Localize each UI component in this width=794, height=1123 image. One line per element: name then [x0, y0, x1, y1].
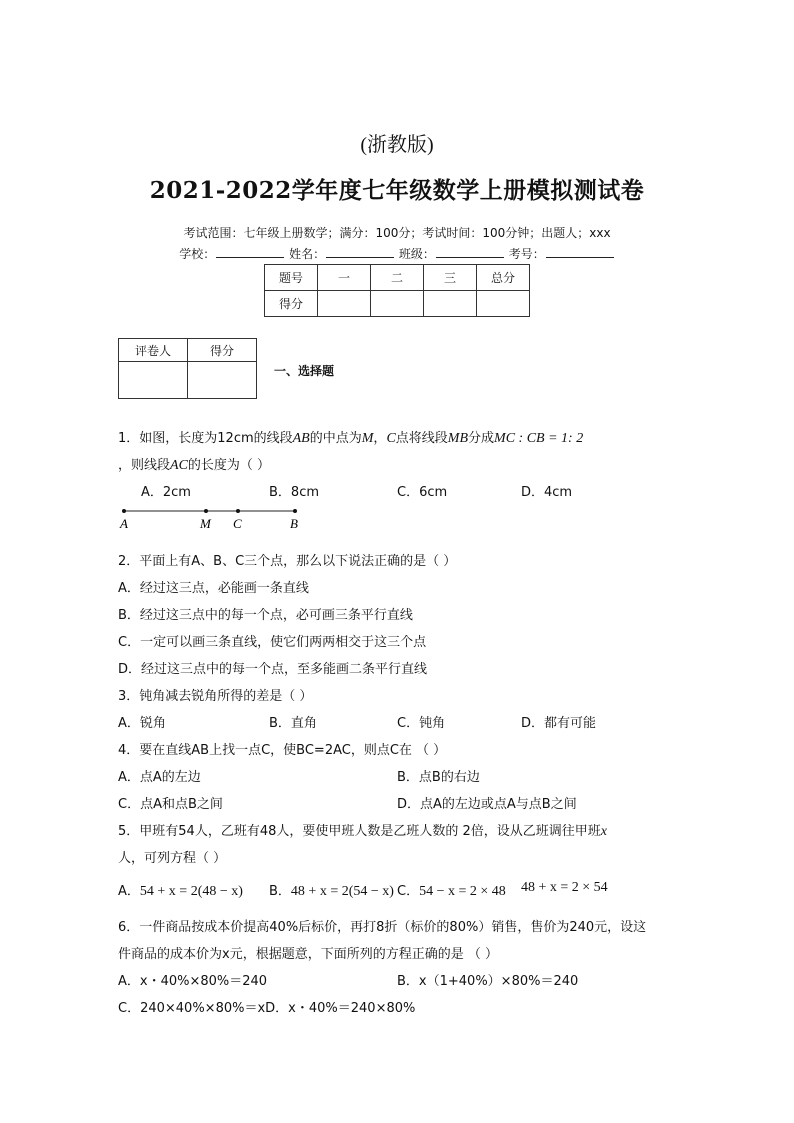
question-4-stem: 4．要在直线AB上找一点C，使BC=2AC，则点C在 （ ）: [118, 743, 447, 758]
q1-text: 1．如图，长度为12cm的线段: [118, 431, 293, 446]
point-c-label: C: [233, 516, 242, 531]
q5-option-d[interactable]: [521, 880, 608, 896]
q1-text: ，: [373, 431, 387, 446]
question-2-stem: 2．平面上有A、B、C三个点，那么以下说法正确的是（ ）: [118, 554, 457, 569]
q6-options-c-d[interactable]: C．240×40%×80%＝xD．x・40%＝240×80%: [118, 1001, 416, 1016]
q1-option-d[interactable]: D．4cm: [521, 485, 573, 500]
question-5-line-1: [118, 820, 607, 840]
q1-text: 分成: [468, 431, 495, 446]
section-heading: 一、选择题: [274, 364, 335, 378]
score-table: [264, 264, 530, 317]
q1-math: C: [386, 431, 396, 446]
question-3-stem: 3．钝角减去锐角所得的差是（ ）: [118, 689, 313, 704]
question-5-line-2: 人，可列方程（ ）: [118, 851, 227, 866]
q1-text: 的中点为: [309, 431, 362, 446]
q1-option-a[interactable]: A．2cm: [141, 485, 191, 500]
q5-option-c[interactable]: [397, 880, 506, 900]
q4-option-d[interactable]: D．点A的左边或点A与点B之间: [397, 797, 577, 812]
score-header-cell: 一: [318, 265, 371, 291]
exam-number-blank[interactable]: [546, 245, 614, 258]
exam-title: 2021-2022学年度七年级数学上册模拟测试卷: [149, 177, 645, 204]
question-1-line-2: [118, 454, 270, 474]
exam-number-label: 考号：: [508, 247, 545, 261]
school-blank[interactable]: [216, 245, 284, 258]
q6-option-a[interactable]: A．x・40%×80%＝240: [118, 974, 268, 989]
score-header-cell: 题号: [265, 265, 318, 291]
q4-option-a[interactable]: A．点A的左边: [118, 770, 201, 785]
q6-option-b[interactable]: B．x（1+40%）×80%＝240: [397, 974, 579, 989]
q5-option-label: B．: [269, 884, 291, 899]
score-table-header-row: [265, 265, 530, 291]
student-fields: [0, 245, 794, 262]
score-cell[interactable]: [424, 291, 477, 317]
q5-option-b[interactable]: [269, 880, 394, 900]
school-label: 学校：: [179, 247, 216, 261]
name-label: 姓名：: [289, 247, 326, 261]
q2-option-a[interactable]: A．经过这三点，必能画一条直线: [118, 581, 309, 596]
edition-subtitle: (浙教版): [360, 134, 434, 156]
point-a-dot: [122, 509, 126, 513]
q4-option-c[interactable]: C．点A和点B之间: [118, 797, 223, 812]
q3-option-a[interactable]: A．锐角: [118, 716, 166, 731]
q1-math: MB: [447, 431, 469, 446]
q1-math: AC: [170, 458, 188, 473]
q1-math: M: [361, 431, 374, 446]
score-header-cell: 二: [371, 265, 424, 291]
grader-header-cell: 评卷人: [119, 339, 188, 362]
grader-row: [119, 362, 257, 399]
class-blank[interactable]: [436, 245, 504, 258]
grader-cell[interactable]: [188, 362, 257, 399]
q1-text: 点将线段: [395, 431, 448, 446]
score-row-label: 得分: [265, 291, 318, 317]
score-cell[interactable]: [477, 291, 530, 317]
exam-info: 考试范围：七年级上册数学；满分：100分；考试时间：100分钟；出题人；xxx: [183, 226, 611, 240]
question-6-line-2: 件商品的成本价为x元，根据题意，下面所列的方程正确的是 （ ）: [118, 947, 498, 962]
q5-option-math: 54 + x = 2(48 − x): [139, 884, 243, 899]
q3-option-d[interactable]: D．都有可能: [521, 716, 597, 731]
point-b-dot: [293, 509, 297, 513]
question-6-line-1: 6．一件商品按成本价提高40%后标价，再打8折（标价的80%）销售，售价为240元，设这: [118, 920, 647, 935]
point-m-label: M: [200, 516, 211, 531]
score-header-cell: 三: [424, 265, 477, 291]
q1-ratio: MC : CB = 1: 2: [494, 431, 584, 446]
class-label: 班级：: [398, 247, 435, 261]
segment-figure: [112, 503, 312, 533]
q1-option-b[interactable]: B．8cm: [269, 485, 320, 500]
q1-math: AB: [292, 431, 310, 446]
name-blank[interactable]: [326, 245, 394, 258]
q5-option-label: C．: [397, 884, 420, 899]
q2-option-c[interactable]: C．一定可以画三条直线，使它们两两相交于这三个点: [118, 635, 427, 650]
q5-option-a[interactable]: [118, 880, 243, 900]
grader-cell[interactable]: [119, 362, 188, 399]
q3-option-b[interactable]: B．直角: [269, 716, 317, 731]
q1-option-c[interactable]: C．6cm: [397, 485, 448, 500]
point-b-label: B: [290, 516, 298, 531]
grader-header-cell: 得分: [188, 339, 257, 362]
q4-option-b[interactable]: B．点B的右边: [397, 770, 480, 785]
grader-table: [118, 338, 257, 399]
question-1-line-1: [118, 427, 583, 447]
q2-option-b[interactable]: B．经过这三点中的每一个点，必可画三条平行直线: [118, 608, 413, 623]
q5-text: 5．甲班有54人，乙班有48人，要使甲班人数是乙班人数的 2倍，设从乙班调往甲班: [118, 824, 601, 839]
score-cell[interactable]: [371, 291, 424, 317]
q5-option-math: 48 + x = 2 × 54: [521, 880, 608, 895]
score-header-cell: 总分: [477, 265, 530, 291]
point-a-label: A: [120, 516, 128, 531]
q5-option-math: 48 + x = 2(54 − x): [290, 884, 394, 899]
score-table-row: [265, 291, 530, 317]
q2-option-d[interactable]: D．经过这三点中的每一个点，至多能画二条平行直线: [118, 662, 428, 677]
q1-text: 的长度为（ ）: [187, 458, 271, 473]
score-cell[interactable]: [318, 291, 371, 317]
point-c-dot: [236, 509, 240, 513]
q5-option-label: A．: [118, 884, 140, 899]
q3-option-c[interactable]: C．钝角: [397, 716, 446, 731]
q5-variable: x: [600, 824, 607, 839]
grader-header-row: [119, 339, 257, 362]
q1-text: ，则线段: [118, 458, 171, 473]
q5-option-math: 54 − x = 2 × 48: [419, 884, 506, 899]
point-m-dot: [204, 509, 208, 513]
